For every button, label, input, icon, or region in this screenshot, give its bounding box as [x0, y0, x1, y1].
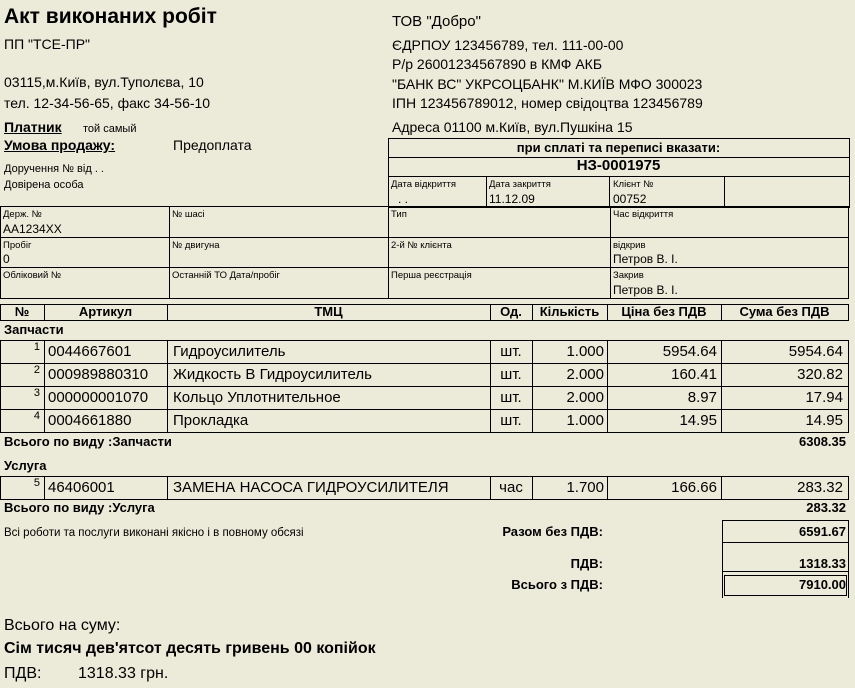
col-header-item: ТМЦ: [314, 304, 343, 319]
row-article: 000000001070: [48, 389, 149, 406]
col-header-unit: Од.: [500, 304, 522, 319]
row-article: 0004661880: [48, 412, 132, 429]
row-number: 2: [33, 364, 40, 376]
payment-note: при сплаті та переписі вказати:: [516, 140, 721, 155]
type-label: Тип: [391, 209, 407, 220]
row-item-name: Кольцо Уплотнительное: [173, 389, 341, 406]
document-title: Акт виконаних робіт: [4, 5, 217, 28]
row-item-name: Жидкость В Гидроусилитель: [173, 366, 372, 383]
row-quantity: 1.000: [566, 412, 604, 429]
mileage-value: 0: [3, 252, 10, 266]
plate-label: Держ. №: [3, 209, 42, 220]
closed-by-value: Петров В. І.: [613, 283, 678, 297]
row-sum: 320.82: [797, 366, 843, 383]
opened-date-label: Дата відкриття: [391, 179, 456, 190]
footer-vat-label: ПДВ:: [4, 665, 42, 682]
service-group-label: Услуга: [4, 458, 47, 473]
row-number: 4: [33, 410, 40, 422]
open-time-label: Час відкриття: [613, 209, 674, 220]
row-quantity: 2.000: [566, 366, 604, 383]
row-price: 14.95: [679, 412, 717, 429]
sale-terms-label: Умова продажу:: [4, 137, 116, 153]
row-unit: шт.: [500, 389, 522, 406]
row-price: 160.41: [671, 366, 717, 383]
row-unit: шт.: [500, 366, 522, 383]
row-article: 46406001: [48, 479, 115, 496]
row-sum: 283.32: [797, 479, 843, 496]
col-header-price: Ціна без ПДВ: [621, 304, 707, 319]
quality-note: Всі роботи та послуги виконані якісно і в повному обсязі: [4, 527, 304, 539]
vat-value: 1318.33: [799, 556, 846, 571]
plate-value: АА1234ХХ: [3, 222, 62, 236]
closed-by-label: Закрив: [613, 270, 644, 281]
client2-label: 2-й № клієнта: [391, 240, 452, 251]
row-price: 5954.64: [662, 343, 717, 360]
row-number: 5: [33, 477, 40, 489]
closed-date-value: 11.12.09: [489, 192, 535, 206]
row-item-name: Прокладка: [173, 412, 249, 429]
net-total-value: 6591.67: [799, 524, 846, 539]
document-number: НЗ-0001975: [576, 157, 661, 174]
buyer-label: Платник: [4, 119, 62, 135]
last-service-label: Останній ТО Дата/пробіг: [172, 270, 281, 281]
row-unit: шт.: [500, 343, 522, 360]
row-sum: 5954.64: [788, 343, 843, 360]
row-unit: шт.: [500, 412, 522, 429]
row-number: 3: [33, 387, 40, 399]
first-registration-label: Перша реєстрація: [391, 270, 472, 281]
net-total-label: Разом без ПДВ:: [502, 524, 603, 539]
company-account: Р/р 26001234567890 в КМФ АКБ: [392, 56, 602, 72]
col-header-number: №: [14, 304, 30, 319]
engine-label: № двигуна: [172, 240, 220, 251]
row-price: 8.97: [687, 389, 717, 406]
trusted-person: Довірена особа: [4, 179, 84, 191]
chassis-label: № шасі: [172, 209, 205, 220]
seller-phone: тел. 12-34-56-65, факс 34-56-10: [4, 95, 211, 111]
company-address: Адреса 01100 м.Київ, вул.Пушкіна 15: [392, 119, 633, 135]
row-quantity: 1.000: [566, 343, 604, 360]
company-bank: "БАНК ВС" УКРСОЦБАНК" М.КИЇВ МФО 300023: [392, 76, 703, 92]
row-price: 166.66: [671, 479, 717, 496]
col-header-quantity: Кількість: [539, 304, 600, 319]
client-number-label: Клієнт №: [613, 179, 654, 190]
vat-label: ПДВ:: [570, 556, 603, 571]
row-article: 0044667601: [48, 343, 132, 360]
sum-label: Всього на суму:: [4, 617, 121, 634]
row-article: 000989880310: [48, 366, 149, 383]
company-name: ТОВ "Добро": [392, 13, 481, 30]
mileage-label: Пробіг: [3, 240, 32, 251]
client-number-value: 00752: [613, 192, 647, 206]
row-sum: 17.94: [805, 389, 843, 406]
col-header-article: Артикул: [78, 304, 133, 319]
row-item-name: ЗАМЕНА НАСОСА ГИДРОУСИЛИТЕЛЯ: [173, 479, 449, 496]
sum-in-words: Сім тисяч дев'ятсот десять гривень 00 копійок: [4, 640, 376, 657]
gross-total-label: Всього з ПДВ:: [511, 577, 603, 592]
gross-total-value: 7910.00: [799, 577, 846, 592]
company-edrpou: ЄДРПОУ 123456789, тел. 111-00-00: [392, 37, 624, 53]
footer-vat-value: 1318.33 грн.: [78, 665, 169, 682]
seller-address: 03115,м.Київ, вул.Туполєва, 10: [4, 74, 204, 90]
row-item-name: Гидроусилитель: [173, 343, 286, 360]
sale-terms-value: Предоплата: [173, 137, 252, 153]
company-ipn: ІПН 123456789012, номер свідоцтва 123456789: [392, 95, 703, 111]
seller-name: ПП "ТСЕ-ПР": [4, 36, 91, 52]
parts-group-label: Запчасти: [4, 322, 64, 337]
row-unit: час: [499, 479, 523, 496]
opened-by-value: Петров В. І.: [613, 252, 678, 266]
col-header-sum: Сума без ПДВ: [739, 304, 830, 319]
row-number: 1: [33, 341, 40, 353]
parts-total-value: 6308.35: [799, 434, 846, 449]
opened-by-label: відкрив: [613, 240, 646, 251]
power-of-attorney: Доручення № від . .: [4, 163, 104, 175]
service-total-value: 283.32: [806, 500, 846, 515]
row-quantity: 1.700: [566, 479, 604, 496]
service-total-label: Всього по виду :Услуга: [4, 500, 155, 515]
row-sum: 14.95: [805, 412, 843, 429]
opened-date-value: . .: [398, 192, 409, 206]
parts-total-label: Всього по виду :Запчасти: [4, 434, 172, 449]
row-quantity: 2.000: [566, 389, 604, 406]
buyer-value: той самый: [83, 123, 137, 135]
closed-date-label: Дата закриття: [489, 179, 551, 190]
account-no-label: Обліковий №: [3, 270, 62, 281]
